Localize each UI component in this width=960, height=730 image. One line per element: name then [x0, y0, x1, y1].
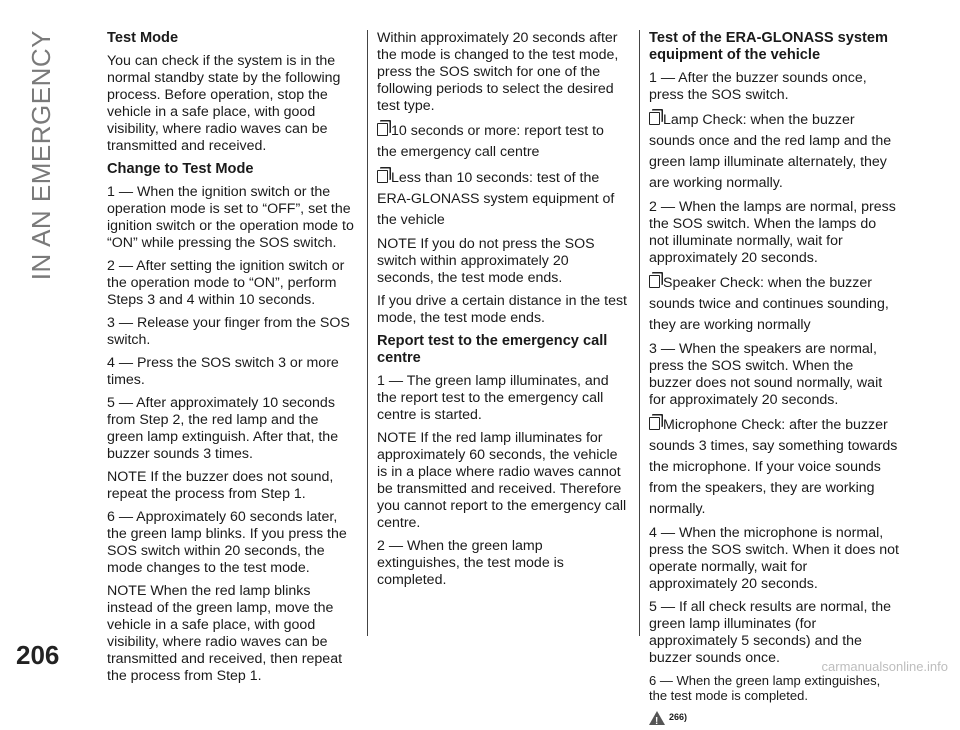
bullet-text: Less than 10 seconds: test of the ERA-GLONASS system equipment of the vehicle [377, 170, 615, 228]
step-6: 6 — Approximately 60 seconds later, the green lamp blinks. If you press the SOS switch within 20 seconds, the mode changes to the test mode. [107, 509, 347, 576]
warning-ref-number: 266) [669, 712, 688, 722]
step-4: 4 — Press the SOS switch 3 or more times. [107, 355, 339, 388]
warning-triangle-icon [649, 711, 665, 725]
heading-change-to-test-mode: Change to Test Mode [107, 161, 254, 177]
column-divider [367, 30, 368, 636]
column-2 [377, 30, 627, 595]
note: NOTE When the red lamp blinks instead of the green lamp, move the vehicle in a safe place, with good visibility, where radio waves can be transmitted and received, then repeat the process from Step 1. [107, 583, 343, 684]
bullet-box-icon [649, 417, 660, 430]
step-5: 5 — After approximately 10 seconds from Step 2, the red lamp and the green lamp extinguish. After that, the buzzer sounds 3 times. [107, 395, 339, 462]
bullet-box-icon [649, 275, 660, 288]
warning-reference [649, 709, 899, 726]
paragraph: You can check if the system is in the normal standby state by the following process. Before operation, stop the vehicle in a safe place, with good visibility, where radio waves can be transmitted and received. [107, 53, 341, 154]
bullet-item [649, 415, 899, 520]
watermark: carmanualsonline.info [821, 659, 948, 674]
step-2: 2 — When the green lamp extinguishes, the test mode is completed. [377, 538, 564, 588]
heading-report-test: Report test to the emergency call centre [377, 333, 608, 366]
bullet-item [377, 121, 627, 163]
heading-test-mode: Test Mode [107, 30, 179, 46]
step-2: 2 — When the lamps are normal, press the SOS switch. When the lamps do not illuminate normally, wait for approximately 20 seconds. [649, 199, 896, 266]
note: NOTE If the red lamp illuminates for approximately 60 seconds, the vehicle is in a place where radio waves cannot be transmitted and received. Therefore you cannot report to the emergency call centre. [377, 430, 627, 531]
column-divider [639, 30, 640, 636]
page-number: 206 [16, 640, 60, 670]
step-5: 5 — If all check results are normal, the green lamp illuminates (for approximately 5 seconds) and the buzzer sounds once. [649, 599, 892, 666]
bullet-text: 10 seconds or more: report test to the emergency call centre [377, 123, 604, 160]
step-3: 3 — Release your finger from the SOS switch. [107, 315, 350, 348]
bullet-item [649, 273, 899, 336]
note: NOTE If you do not press the SOS switch within approximately 20 seconds, the test mode ends. [377, 236, 595, 286]
bullet-item [377, 168, 627, 231]
section-side-title [6, 30, 76, 330]
column-3 [649, 30, 899, 726]
bullet-text: Microphone Check: after the buzzer sounds 3 times, say something towards the microphone. If your voice sounds from the speakers, they are working normally. [649, 417, 898, 517]
step-4: 4 — When the microphone is normal, press the SOS switch. When it does not operate normally, wait for approximately 20 seconds. [649, 525, 899, 592]
step-1: 1 — The green lamp illuminates, and the report test to the emergency call centre is started. [377, 373, 609, 423]
paragraph: Within approximately 20 seconds after the mode is changed to the test mode, press the SOS switch for one of the following periods to select the desired test type. [377, 30, 619, 114]
bullet-box-icon [649, 112, 660, 125]
bullet-box-icon [377, 170, 388, 183]
step-3: 3 — When the speakers are normal, press the SOS switch. When the buzzer does not sound normally, wait for approximately 20 seconds. [649, 341, 883, 408]
step-1: 1 — When the ignition switch or the operation mode is set to “OFF”, set the ignition switch or the operation mode to “ON” while pressing the SOS switch. [107, 184, 354, 251]
step-1: 1 — After the buzzer sounds once, press the SOS switch. [649, 70, 867, 103]
bullet-text: Lamp Check: when the buzzer sounds once and the red lamp and the green lamp illuminate alternately, they are working normally. [649, 112, 892, 191]
bullet-box-icon [377, 123, 388, 136]
bullet-item [649, 110, 899, 194]
step-6: 6 — When the green lamp extinguishes, the test mode is completed. [649, 673, 881, 703]
paragraph: If you drive a certain distance in the test mode, the test mode ends. [377, 293, 627, 326]
note: NOTE If the buzzer does not sound, repeat the process from Step 1. [107, 469, 334, 502]
section-title-text: IN AN EMERGENCY [25, 30, 56, 281]
step-2: 2 — After setting the ignition switch or the operation mode to “ON”, perform Steps 3 and 4 within 10 seconds. [107, 258, 345, 308]
column-1 [107, 30, 357, 691]
bullet-text: Speaker Check: when the buzzer sounds twice and continues sounding, they are working normally [649, 275, 889, 333]
heading-era-glonass-test: Test of the ERA-GLONASS system equipment of the vehicle [649, 30, 888, 63]
